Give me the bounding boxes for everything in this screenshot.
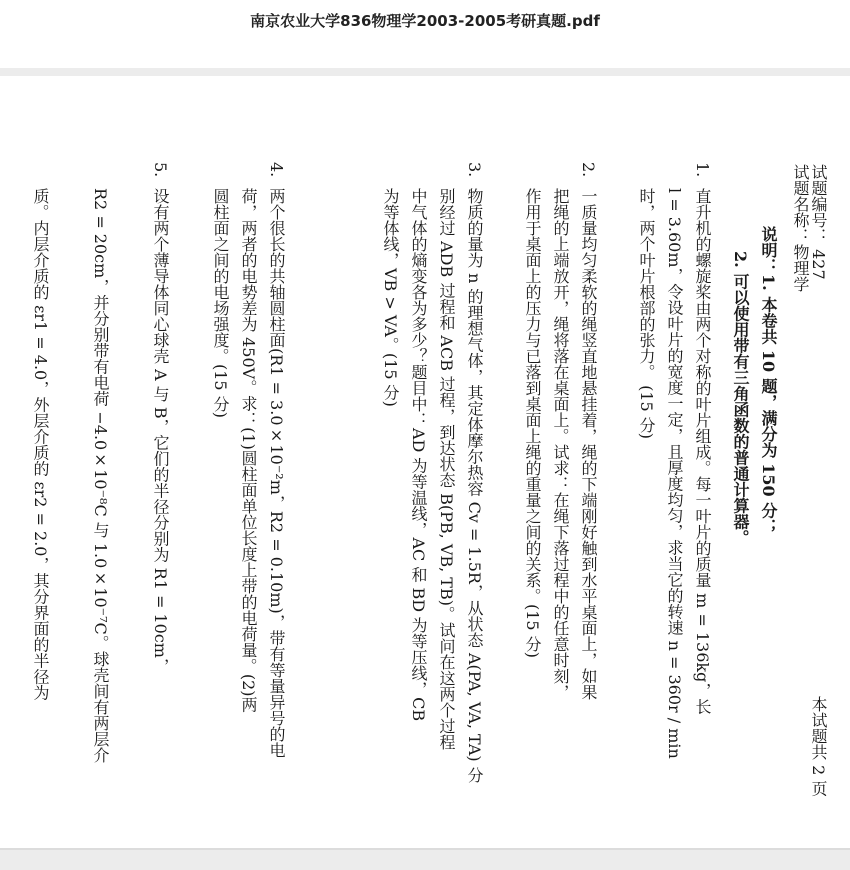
question-1-line-2: l = 3.60m，令设叶片的宽度一定，且厚度均匀，求当它的转速 n = 360r / min xyxy=(665,188,684,759)
question-3-line-1: 物质的量为 n 的理想气体，其定体摩尔热容 Cv = 1.5R，从状态 A(PA, VA, TA) 分 xyxy=(465,188,484,783)
question-2-line-3: 作用于桌面上的压力与已落到桌面上绳的重量之间的关系。(15 分) xyxy=(523,188,542,658)
page-gap-bottom xyxy=(0,850,850,870)
question-5-number: 5. xyxy=(151,162,170,178)
question-5-line-1: 设有两个薄导体同心球壳 A 与 B，它们的半径分别为 R1 = 10cm， xyxy=(151,188,170,674)
question-3-line-3: 中气体的熵变各为多少？题目中：AD 为等温线，AC 和 BD 为等压线，CB xyxy=(409,188,428,722)
pdf-page[interactable] xyxy=(0,76,850,848)
question-3-line-2: 别经过 ADB 过程和 ACB 过程，到达状态 B(PB, VB, TB)。试问在这两个过程 xyxy=(437,188,456,750)
note-line-1: 说明：1. 本卷共 10 题，满分为 150 分； xyxy=(759,226,778,535)
question-1-line-3: 时，两个叶片根部的张力。 (15 分) xyxy=(637,188,656,440)
question-4-number: 4. xyxy=(267,162,286,178)
question-5-line-2: R2 = 20cm，并分别带有电荷 −4.0×10⁻⁸C 与 1.0×10⁻⁷C。球壳间有两层介 xyxy=(91,188,110,763)
question-2-line-2: 把绳的上端放开，绳将落在桌面上。试求：在绳下落过程中的任意时刻， xyxy=(551,188,570,700)
question-2-number: 2. xyxy=(579,162,598,178)
note-line-2: 2. 可以使用带有三角函数的普通计算器。 xyxy=(731,251,750,546)
question-5-line-3: 质。内层介质的 εr1 = 4.0，外层介质的 εr2 = 2.0，其分界面的半径为 xyxy=(31,188,50,701)
page-count: 本试题共 2 页 xyxy=(809,696,828,797)
question-4-line-2: 荷，两者的电势差为 450V。求：(1)圆柱面单位长度上带的电荷量。(2)两 xyxy=(239,188,258,713)
page-gap-top xyxy=(0,68,850,76)
question-4-line-3: 圆柱面之间的电场强度。(15 分) xyxy=(211,188,230,418)
pdf-title-bar xyxy=(0,0,850,70)
question-1-line-1: 直升机的螺旋桨由两个对称的叶片组成。每一叶片的质量 m = 136kg，长 xyxy=(693,188,712,715)
question-3-number: 3. xyxy=(465,162,484,178)
exam-subject: 试题名称：物理学 xyxy=(791,164,810,292)
exam-code: 试题编号： 427 xyxy=(809,164,828,280)
question-3-line-4: 为等体线，VB > VA。(15 分) xyxy=(381,188,400,407)
question-1-number: 1. xyxy=(693,162,712,178)
question-2-line-1: 一质量均匀柔软的绳竖直地悬挂着，绳的下端刚好触到水平桌面上，如果 xyxy=(579,188,598,700)
document-title: 南京农业大学836物理学2003-2005考研真题.pdf xyxy=(250,12,600,30)
question-4-line-1: 两个很长的共轴圆柱面(R1 = 3.0×10⁻²m，R2 = 0.10m)，带有等量异号的电 xyxy=(267,188,286,758)
